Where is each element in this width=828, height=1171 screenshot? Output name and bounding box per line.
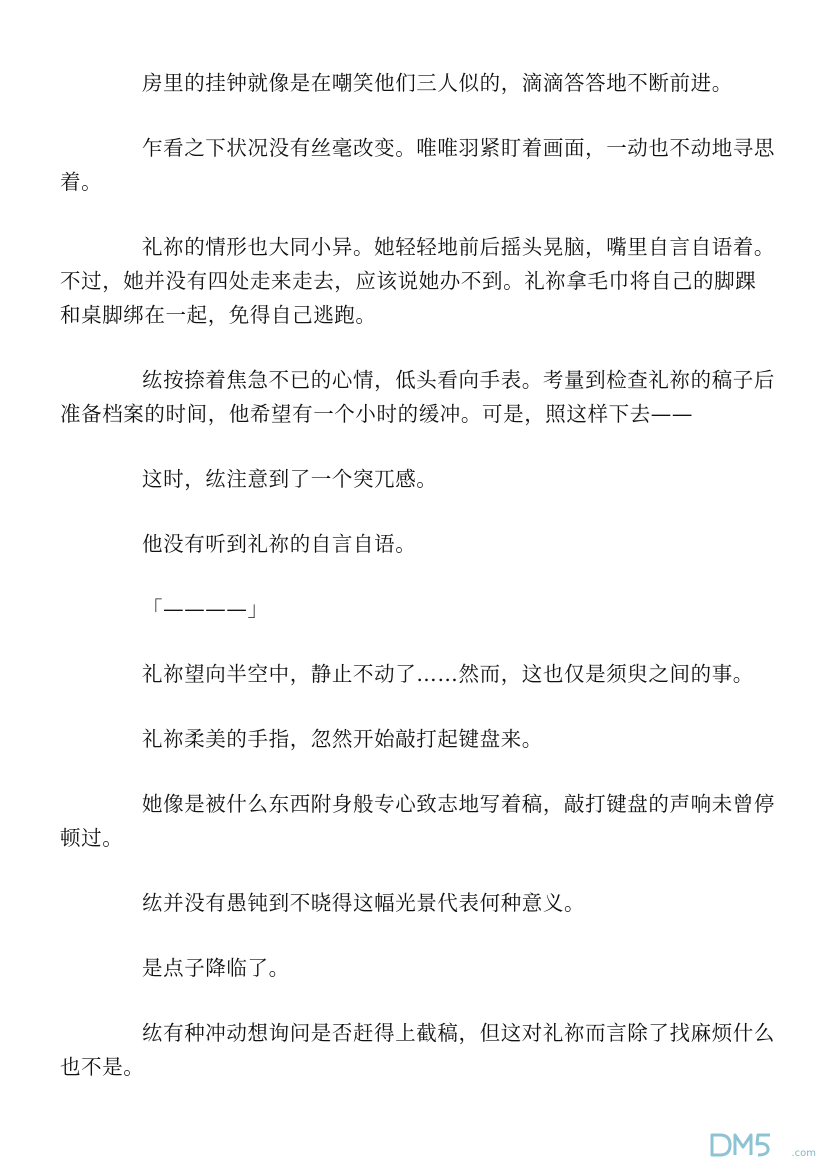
paragraph: 是点子降临了。 [142, 956, 290, 980]
paragraph: 纮并没有愚钝到不晓得这幅光景代表何种意义。 [142, 891, 586, 915]
paragraph: 她像是被什么东西附身般专心致志地写着稿，敲打键盘的声响未曾停顿过。 [60, 792, 775, 850]
paragraph: 礼祢望向半空中，静止不动了……然而，这也仅是须臾之间的事。 [142, 662, 754, 686]
watermark-domain: .com [791, 1148, 816, 1159]
paragraph: 「————」 [142, 597, 269, 621]
paragraph: 乍看之下状况没有丝毫改变。唯唯羽紧盯着画面，一动也不动地寻思着。 [60, 136, 775, 194]
paragraph: 房里的挂钟就像是在嘲笑他们三人似的，滴滴答答地不断前进。 [142, 71, 733, 95]
paragraph: 这时，纮注意到了一个突兀感。 [142, 467, 438, 491]
site-watermark-logo [708, 1127, 818, 1161]
document-body [60, 66, 775, 1115]
paragraph: 礼祢柔美的手指，忽然开始敲打起键盘来。 [142, 727, 543, 751]
paragraph: 他没有听到礼祢的自言自语。 [142, 532, 417, 556]
paragraph: 纮按捺着焦急不已的心情，低头看向手表。考量到检查礼祢的稿子后准备档案的时间，他希望有一个小时的缓冲。可是，照这样下去—— [60, 368, 775, 426]
paragraph: 礼祢的情形也大同小异。她轻轻地前后摇头晃脑，嘴里自言自语着。不过，她并没有四处走来走去，应该说她办不到。礼祢拿毛巾将自己的脚踝和桌脚绑在一起，免得自己逃跑。 [60, 235, 775, 327]
paragraph: 纮有种冲动想询问是否赶得上截稿，但这对礼祢而言除了找麻烦什么也不是。 [60, 1021, 775, 1079]
